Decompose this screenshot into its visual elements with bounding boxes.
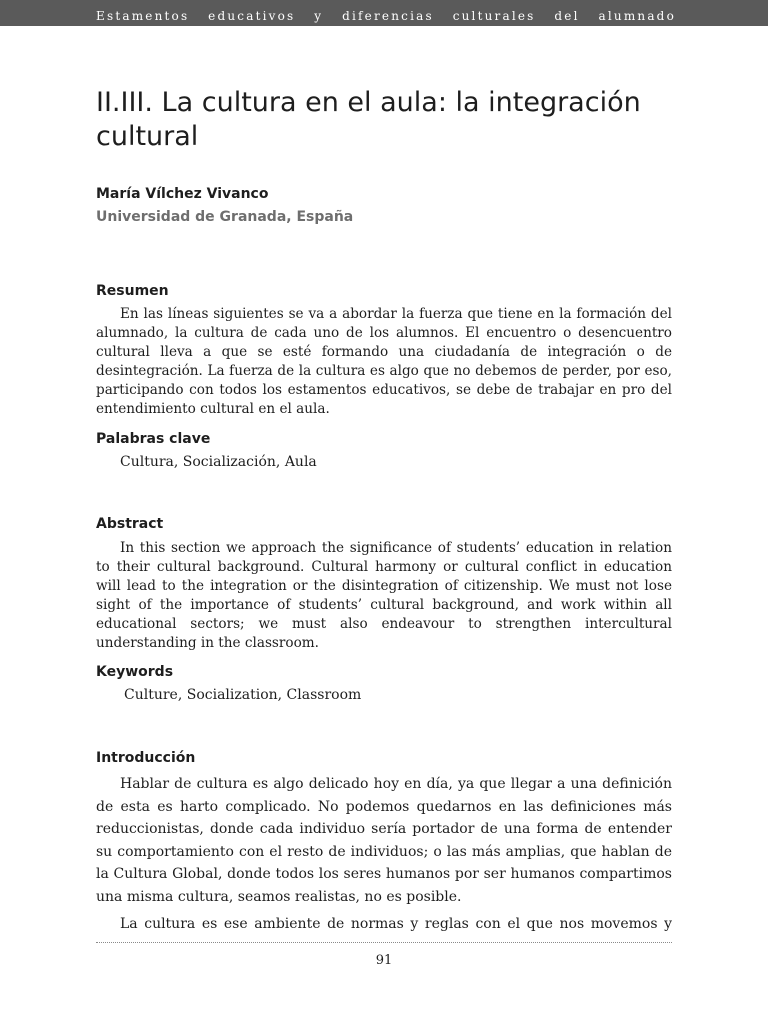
introduccion-paragraph-1: Hablar de cultura es algo delicado hoy en día, ya que llegar a una definición de esta es harto complicado. No podemos quedarnos en las definiciones más reduccionistas, donde cada individuo sería portador de una forma de entender su comportamiento con el resto de individuos; o las más amplias, que hablan de la Cultura Global, donde todos los seres humanos por ser humanos compartimos una misma cultura, seamos realistas, no es posible. [96,776,672,905]
resumen-heading: Resumen [96,283,169,299]
keywords-text: Culture, Socialization, Classroom [124,687,362,703]
keywords-heading: Keywords [96,664,174,680]
author-name: María Vílchez Vivanco [96,186,269,202]
author-affiliation: Universidad de Granada, España [96,209,354,225]
palabras-clave-text: Cultura, Socialización, Aula [120,454,317,470]
abstract-text: In this section we approach the significance of students’ education in relation to their cultural background. Cultural harmony or cultural conflict in education will lead to the integration or the disintegration of citizenship. We must not lose sight of the importance of students’ cultural background, and work within all educational sectors; we must also endeavour to strengthen intercultural understanding in the classroom. [96,540,672,651]
palabras-clave-heading: Palabras clave [96,431,211,447]
introduccion-heading: Introducción [96,750,196,766]
footer-rule [96,942,672,943]
introduccion-paragraph-2: La cultura es ese ambiente de normas y reglas con el que nos movemos y [120,916,672,932]
chapter-title: II.III. La cultura en el aula: la integración cultural [96,87,641,152]
page-number: 91 [375,953,393,968]
abstract-heading: Abstract [96,516,164,532]
running-header-text: Estamentos educativos y diferencias culturales del alumnado [96,9,676,23]
resumen-text: En las líneas siguientes se va a abordar la fuerza que tiene en la formación del alumnado, la cultura de cada uno de los alumnos. El encuentro o desencuentro cultural lleva a que se esté formando una ciudadanía de integración o de desintegración. La fuerza de la cultura es algo que no debemos de perder, por eso, participando con todos los estamentos educativos, se debe de trabajar en pro del entendimiento cultural en el aula. [96,306,672,417]
running-header [0,0,768,26]
